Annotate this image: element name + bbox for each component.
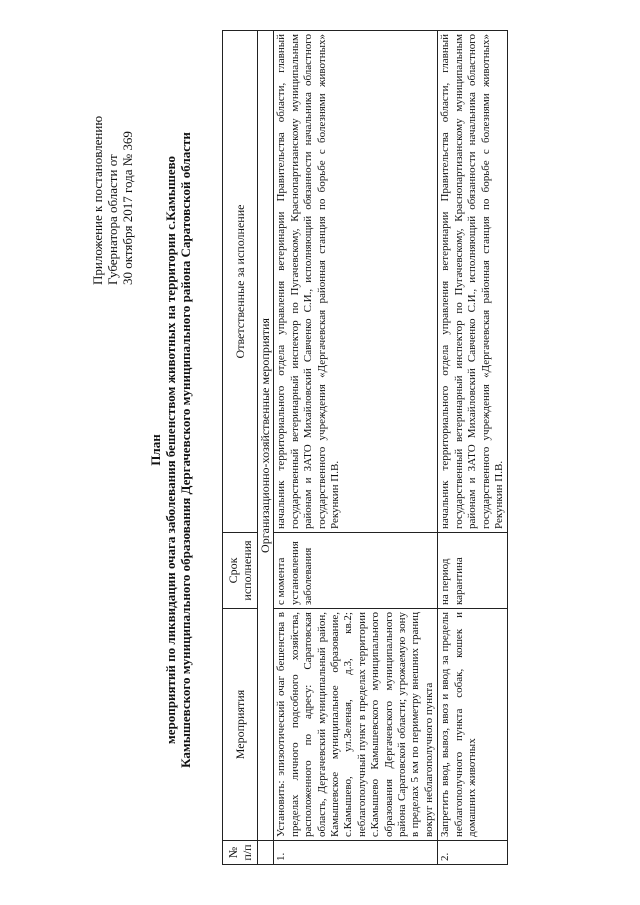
row-responsible: начальник территориального отдела управления ветеринарии Правительства области, главный государственный ветеринарный инспектор по Пугачевскому, Краснопартизанскому муниципальным районам и ЗАТО Михайловский Савченко С.И., исполняющий обязанности начальника областного государственного учреждения «Дергачевская районная станция по борьбе с болезнями животных» Рекункин П.В. [274, 31, 438, 533]
row-responsible: начальник территориального отдела управления ветеринарии Правительства области, главный государственный ветеринарный инспектор по Пугачевскому, Краснопартизанскому муниципальным районам и ЗАТО Михайловский Савченко С.И., исполняющий обязанности начальника областного государственного учреждения «Дергачевская районная станция по борьбе с болезнями животных» Рекункин П.В. [438, 31, 508, 533]
appendix-line: Губернатора области от [105, 154, 120, 285]
row-num: 1. [274, 841, 438, 865]
title-line-plan: План [148, 434, 163, 466]
row-term: на период карантина [438, 533, 508, 609]
section-title: Организационно-хозяйственные мероприятия [258, 31, 274, 841]
title-line-subject: мероприятий по ликвидации очага заболевания бешенством животных на территории с.Камышево [163, 155, 178, 745]
row-event: Установить: эпизоотический очаг бешенства в пределах личного подсобного хозяйства, расположенного по адресу: Саратовская область, Дергачевский муниципальный район, Камышевское муниципальное образование, с.Камышево, ул.Зеленая, д.3, кв.2; неблагополучный пункт в пределах территории с.Камышево Камышевского муниципального образования Дергачевского муниципального района Саратовской области; угрожаемую зону в пределах 5 км по периметру внешних границ вокруг неблагополучного пункта [274, 609, 438, 841]
header-term: Срок исполнения [223, 533, 258, 609]
section-row [258, 31, 274, 865]
header-num: № п/п [223, 841, 258, 865]
title-line-territory: Камышевского муниципального образования Дергачевского муниципального района Саратовской области [178, 132, 193, 768]
appendix-note [90, 25, 135, 285]
appendix-line: Приложение к постановлению [90, 115, 105, 285]
document-title [148, 55, 193, 845]
appendix-line: 30 октября 2017 года № 369 [120, 131, 135, 285]
table-row [438, 31, 508, 865]
row-term: с момента установления заболевания [274, 533, 438, 609]
row-event: Запретить ввод, вывоз, ввоз и ввод за пределы неблагополучного пункта собак, кошек и домашних животных [438, 609, 508, 841]
header-event: Мероприятия [223, 609, 258, 841]
plan-table [222, 30, 508, 865]
header-responsible: Ответственные за исполнение [223, 31, 258, 533]
row-num: 2. [438, 841, 508, 865]
table-row [274, 31, 438, 865]
table-header-row [223, 31, 258, 865]
